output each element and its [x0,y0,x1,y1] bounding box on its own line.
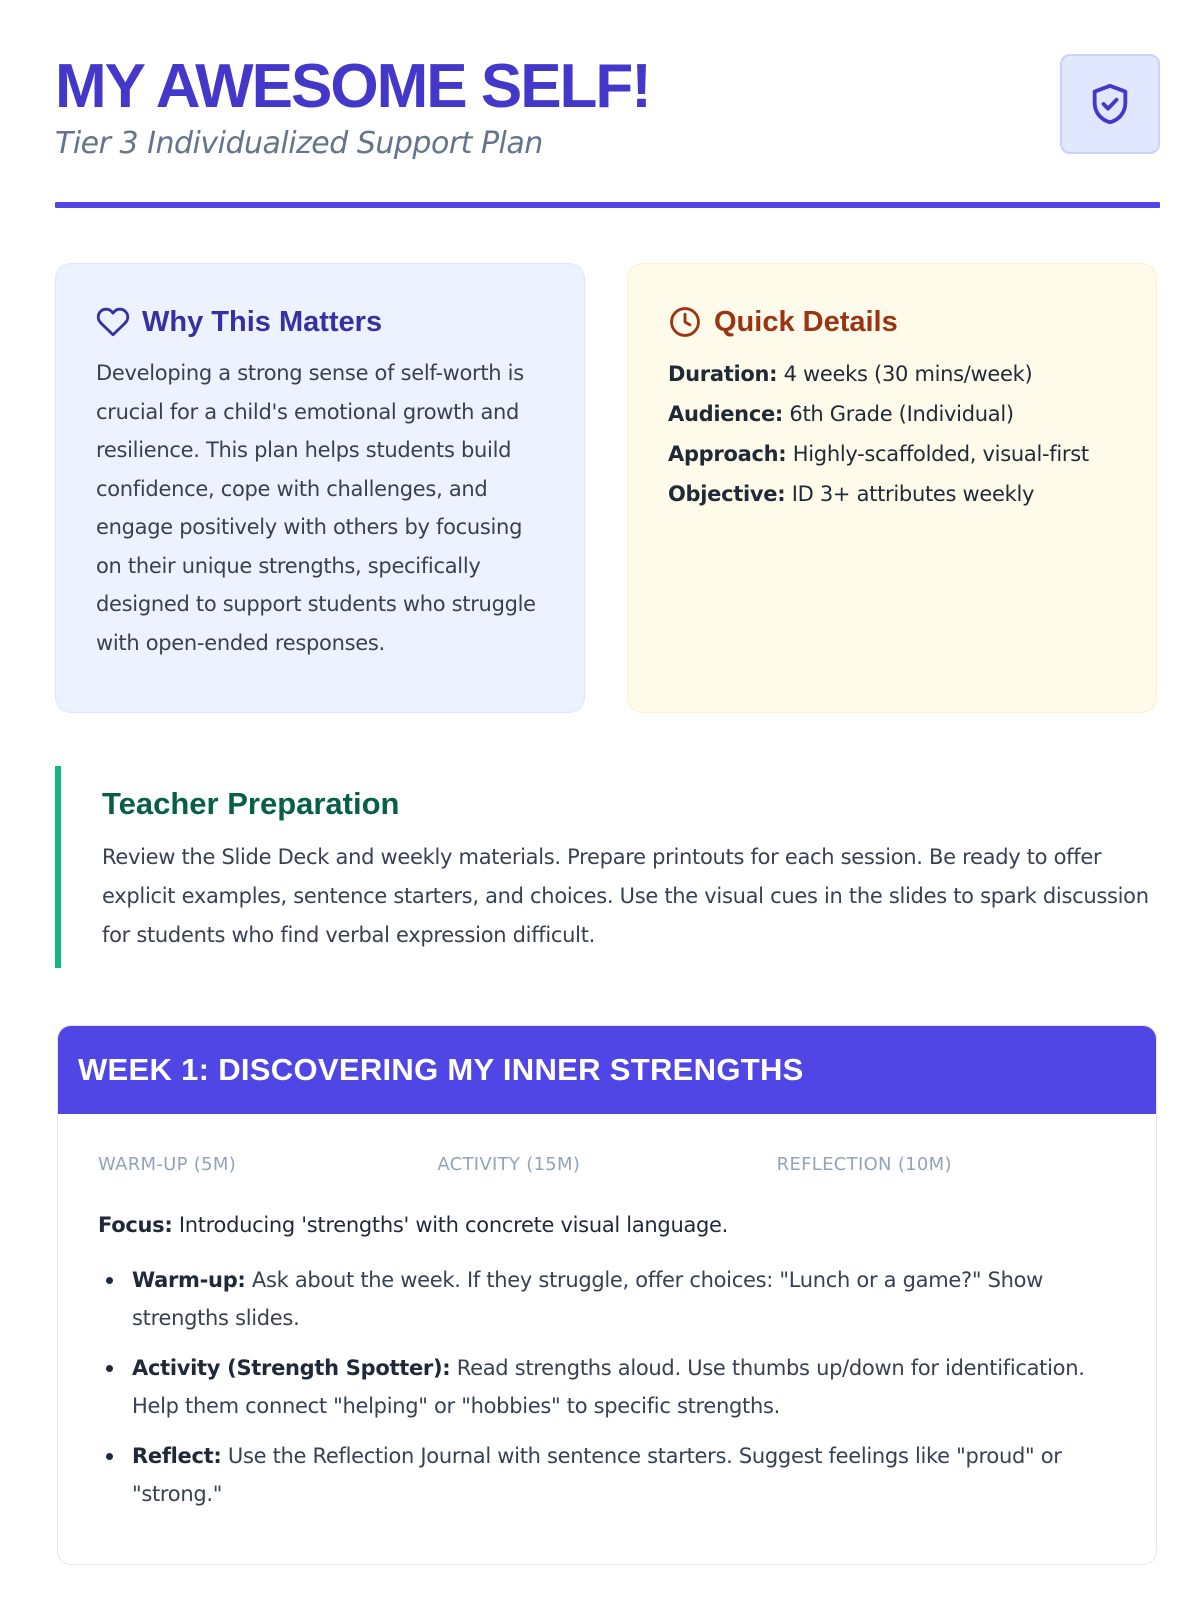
phase-activity: ACTIVITY (15M) [437,1154,581,1175]
step-text: Ask about the week. If they struggle, offer choices: "Lunch or a game?" Show strengths slides. [132,1268,1044,1330]
prep-text: Review the Slide Deck and weekly materials. Prepare printouts for each session. Be ready to offer explicit examples, sentence starters, and choices. Use the visual cues in the slides to spark discussion for students who find verbal expression difficult. [102,845,1149,947]
quick-card-header [668,302,1116,342]
phase-reflection: REFLECTION (10M) [776,1154,952,1175]
bullet-dot [106,1365,113,1372]
bullet-dot [106,1453,113,1460]
step-text: Read strengths aloud. Use thumbs up/down for identification. Help them connect "helping" or "hobbies" to specific strengths. [132,1356,1085,1418]
week-1-title: WEEK 1: DISCOVERING MY INNER STRENGTHS [78,1052,804,1087]
week-1-header [58,1026,1156,1114]
detail-duration [668,354,1116,394]
page-subtitle: Tier 3 Individualized Support Plan [55,126,543,161]
shield-badge [1060,54,1160,154]
detail-objective [668,474,1116,514]
phase-warm-up: WARM-UP (5M) [98,1154,237,1175]
detail-value: 6th Grade (Individual) [789,402,1014,426]
quick-card-title: Quick Details [714,305,898,338]
focus-label: Focus: [98,1213,173,1237]
page-header [55,50,1160,210]
detail-label: Audience: [668,402,784,426]
detail-label: Objective: [668,482,786,506]
detail-label: Duration: [668,362,778,386]
detail-label: Approach: [668,442,787,466]
clock-icon [668,305,702,339]
week-1-body [58,1114,1156,1513]
bullet-dot [106,1277,113,1284]
detail-value: 4 weeks (30 mins/week) [783,362,1033,386]
page-title: MY AWESOME SELF! [55,52,650,121]
why-card-title: Why This Matters [142,305,383,338]
week-1-steps [98,1261,1116,1513]
week-1-card [57,1025,1157,1565]
detail-approach [668,434,1116,474]
why-this-matters-card [55,263,585,713]
teacher-preparation-section [55,766,1160,968]
detail-audience [668,394,1116,434]
shield-check-icon [1087,79,1133,129]
week-1-focus [98,1209,1116,1241]
detail-value: Highly-scaffolded, visual-first [792,442,1089,466]
step-text: Use the Reflection Journal with sentence starters. Suggest feelings like "proud" or "strong." [132,1444,1062,1506]
step-reflect [98,1437,1116,1513]
step-warm-up [98,1261,1116,1337]
focus-text: Introducing 'strengths' with concrete visual language. [178,1213,729,1237]
why-card-text: Developing a strong sense of self-worth is crucial for a child's emotional growth and resilience. This plan helps students build confidence, cope with challenges, and engage positively with others by focusing on their unique strengths, specifically designed to support students who struggle with open-ended responses. [96,361,536,655]
prep-title: Teacher Preparation [102,786,400,821]
header-divider [55,202,1160,208]
quick-details-list [668,354,1116,514]
detail-value: ID 3+ attributes weekly [791,482,1035,506]
step-label: Warm-up: [132,1268,246,1292]
phase-timeline [98,1154,1116,1182]
step-label: Activity (Strength Spotter): [132,1356,451,1380]
step-label: Reflect: [132,1444,222,1468]
step-activity [98,1349,1116,1425]
heart-icon [96,305,130,339]
quick-details-card [627,263,1157,713]
why-card-header [96,302,544,342]
